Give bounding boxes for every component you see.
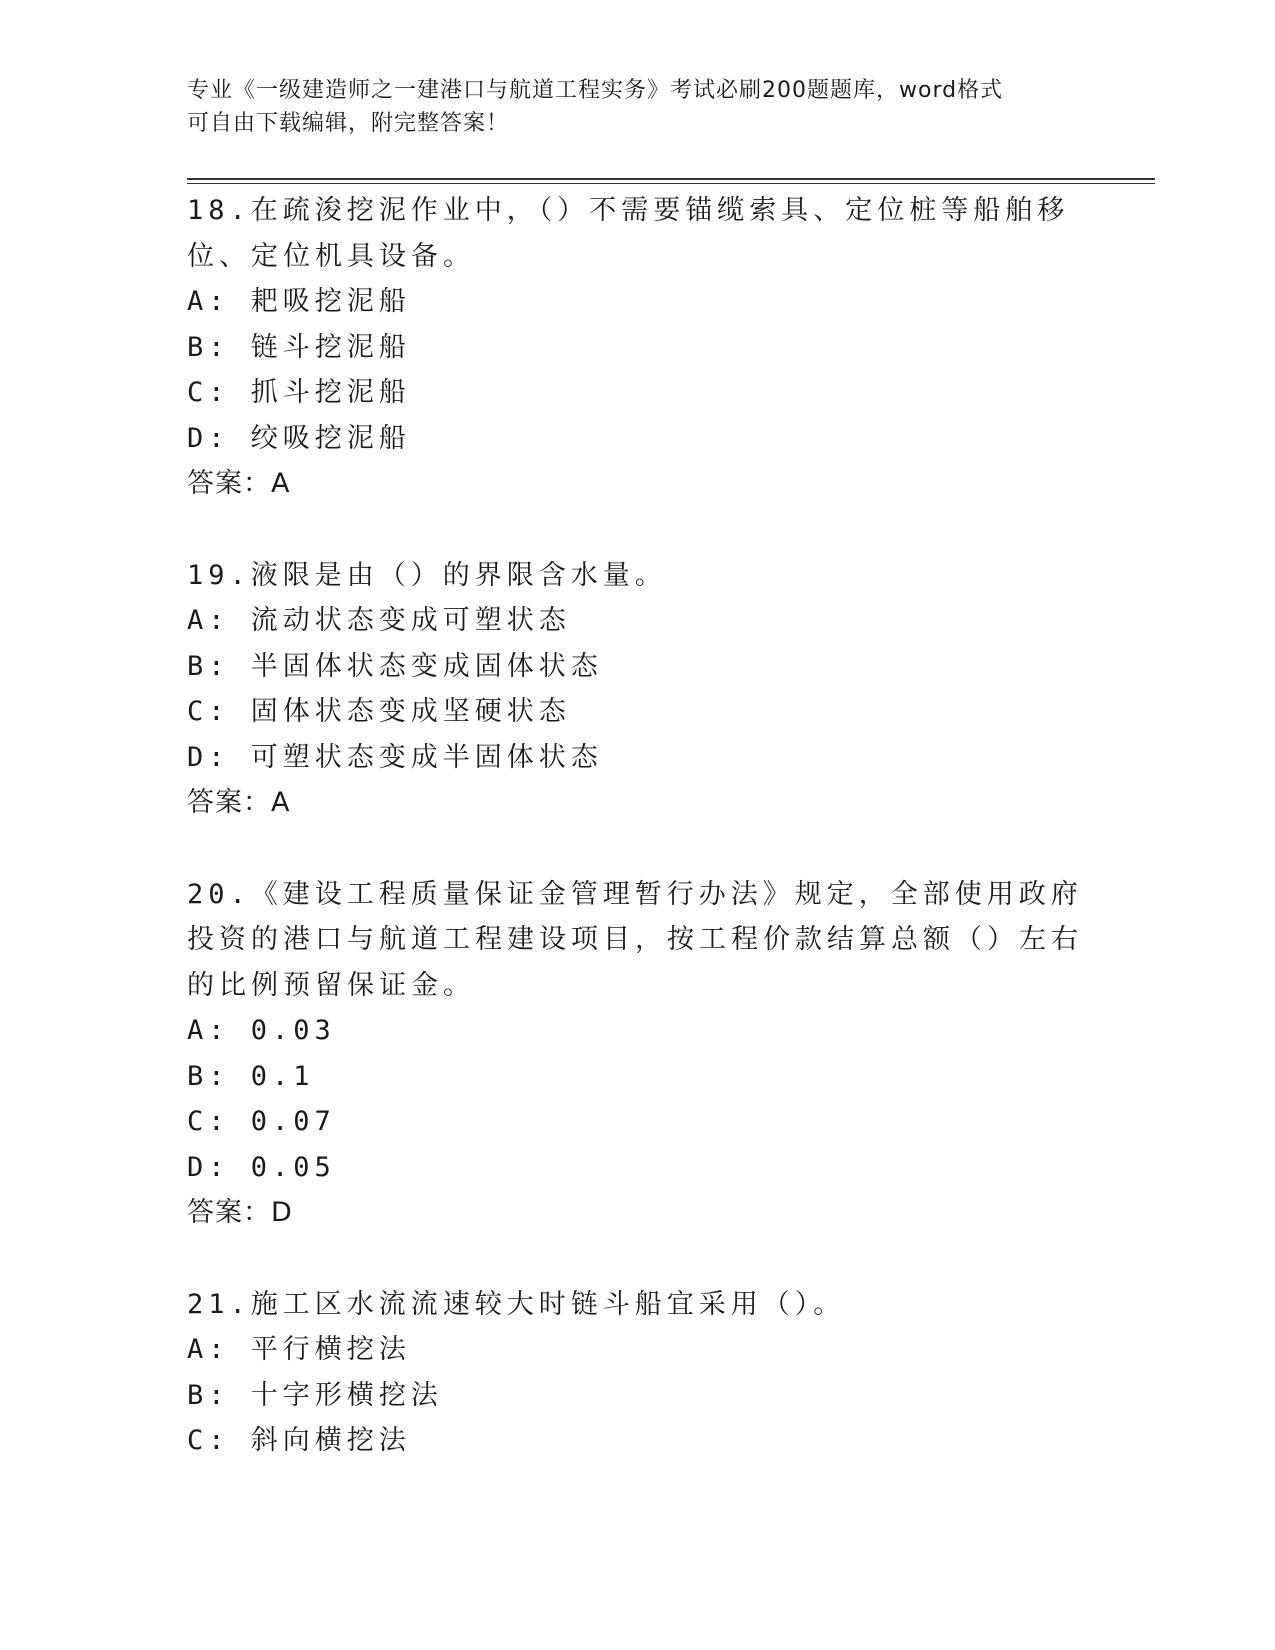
option-d: D: 可塑状态变成半固体状态	[187, 741, 603, 773]
question-stem: 18.在疏浚挖泥作业中，（）不需要锚缆索具、定位桩等船舶移位、定位机具设备。	[187, 195, 1070, 272]
option-b: B: 链斗挖泥船	[187, 331, 411, 363]
question-20	[187, 872, 1087, 1236]
option-b: B: 半固体状态变成固体状态	[187, 650, 603, 682]
question-list	[187, 188, 1087, 1510]
question-21	[187, 1282, 1087, 1464]
question-18	[187, 188, 1087, 507]
option-c: C: 斜向横挖法	[187, 1425, 411, 1456]
option-c: C: 固体状态变成坚硬状态	[187, 696, 571, 727]
option-c: C: 抓斗挖泥船	[187, 377, 411, 408]
header-divider-thick	[187, 178, 1155, 180]
question-stem: 19.液限是由（）的界限含水量。	[187, 559, 667, 591]
question-stem: 21.施工区水流流速较大时链斗船宜采用（）。	[187, 1288, 846, 1320]
answer: 答案：A	[187, 787, 291, 818]
option-a: A: 0.03	[187, 1015, 336, 1046]
header-divider-thin	[187, 183, 1155, 184]
option-a: A: 平行横挖法	[187, 1334, 411, 1365]
option-b: B: 十字形横挖法	[187, 1379, 443, 1411]
option-d: D: 0.05	[187, 1151, 336, 1183]
answer: 答案：D	[187, 1197, 293, 1228]
option-d: D: 绞吸挖泥船	[187, 422, 411, 454]
question-19	[187, 553, 1087, 826]
option-a: A: 耙吸挖泥船	[187, 286, 411, 317]
option-c: C: 0.07	[187, 1106, 336, 1137]
option-b: B: 0.1	[187, 1060, 315, 1092]
header-line-2: 可自由下载编辑，附完整答案！	[187, 111, 510, 136]
document-header	[187, 74, 1087, 140]
answer: 答案：A	[187, 468, 291, 499]
header-line-1: 专业《一级建造师之一建港口与航道工程实务》考试必刷200题题库，word格式	[187, 78, 1004, 103]
question-stem: 20.《建设工程质量保证金管理暂行办法》规定，全部使用政府投资的港口与航道工程建设项目，按工程价款结算总额（）左右的比例预留保证金。	[187, 878, 1083, 1001]
option-a: A: 流动状态变成可塑状态	[187, 605, 571, 636]
